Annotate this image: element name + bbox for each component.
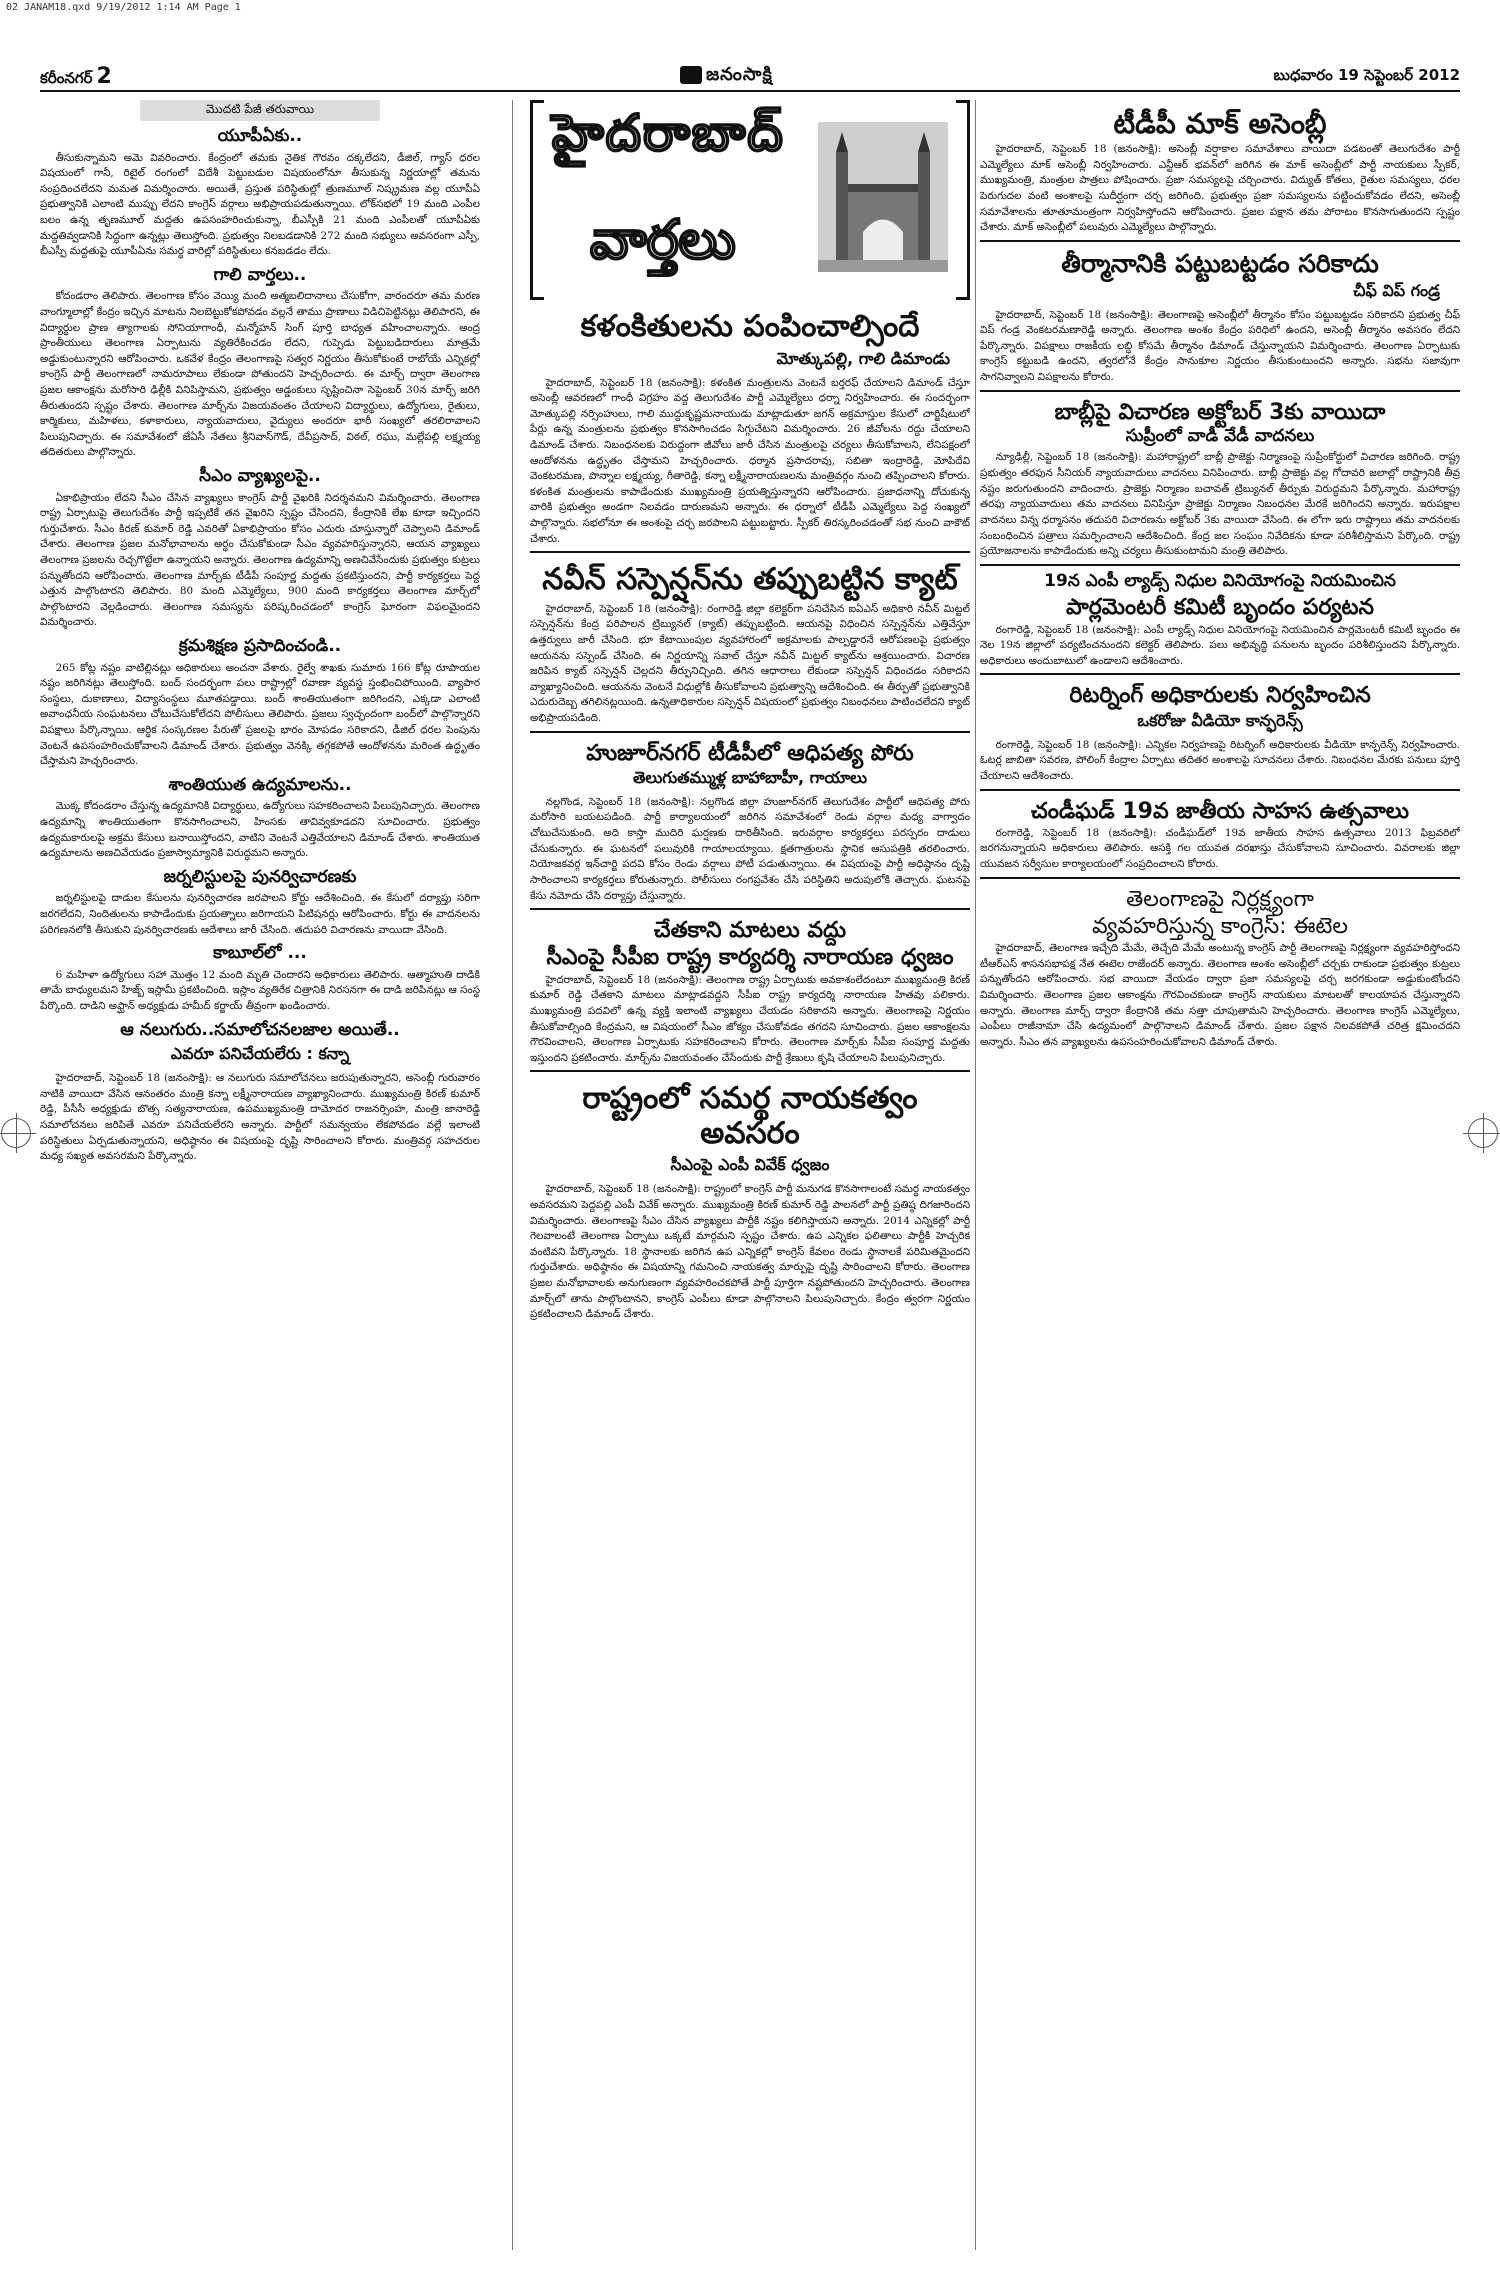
subheadline: సీఎంపై ఎంపీ వివేక్‌ ధ్వజం: [670, 1155, 830, 1175]
section-name: [40, 64, 112, 91]
masthead-title-line1: హైదరాబాద్: [552, 104, 785, 162]
article-body: హైదరాబాద్‌, సెప్టెంబర్‌ 18 (జనంసాక్షి): అసెంబ్లీ వర్షాకాల సమావేశాలు వాయిదా పడటంతో తెలుగుదేశం పార్టీ ఎమ్మెల్యేలు మాక్‌ అసెంబ్లీ నిర్వహించారు. ఎన్టీఆర్‌ భవన్‌లో జరిగిన ఈ మాక్‌ అసెంబ్లీలో పార్టీ నాయకులు స్పీకర్‌, ముఖ్యమంత్రి, మంత్రుల పాత్రలు పోషించారు. ప్రజా సమస్యలపై చర్చించారు. విద్యుత్‌ కోతలు, రైతుల సమస్యలు, ధరల పెరుగుదల వంటి అంశాలపై సుదీర్ఘంగా చర్చ జరిగింది. ప్రభుత్వం ప్రజా సమస్యలను పట్టించుకోవడం లేదని, అసెంబ్లీ సమావేశాలను తూతూమంత్రంగా నిర్వహిస్తోందని ఆరోపించారు. ప్రజల పక్షాన తమ పోరాటం కొనసాగుతుందని స్పష్టం చేశారు. మాక్‌ అసెంబ్లీలో పలువురు ఎమ్మెల్యేలు పాల్గొన్నారు.: [980, 143, 1460, 234]
article-body: జర్నలిస్టులపై దాడుల కేసులను పునర్విచారణ జరపాలని కోర్టు ఆదేశించింది. ఈ కేసులో దర్యాప్తు సరిగా జరగలేదని, నిందితులను కాపాడేందుకు ప్రయత్నాలు జరిగాయని పిటిషనర్లు ఆరోపించారు. కోర్టు ఈ వాదనలను పరిగణనలోకి తీసుకుని పునర్విచారణకు ఆదేశాలు జారీ చేసింది. తదుపరి విచారణను వాయిదా వేసింది.: [40, 892, 480, 936]
article-body: హైదరాబాద్‌, సెప్టెంబర్‌ 18 (జనంసాక్షి): రంగారెడ్డి జిల్లా కలెక్టర్‌గా పనిచేసిన ఐఏఎస్‌ అధికారి నవీన్‌ మిట్టల్‌ సస్పెన్షన్‌ను కేంద్ర పరిపాలన ట్రిబ్యునల్‌ (క్యాట్‌) తప్పుబట్టింది. ఆయనపై విధించిన సస్పెన్షన్‌ను ఎత్తివేస్తూ ఉత్తర్వులు జారీ చేసింది. భూ కేటాయింపుల వ్యవహారంలో అక్రమాలకు పాల్పడ్డారనే ఆరోపణలపై ప్రభుత్వం ఆయనను సస్పెండ్‌ చేసింది. ఈ నిర్ణయాన్ని సవాల్‌ చేస్తూ నవీన్‌ మిట్టల్‌ క్యాట్‌ను ఆశ్రయించారు. విచారణ జరిపిన క్యాట్‌ సస్పెన్షన్‌ చెల్లదని తీర్పునిచ్చింది. తగిన ఆధారాలు లేకుండా సస్పెన్షన్‌ విధించడం సరికాదని వ్యాఖ్యానించింది. ఆయనను వెంటనే విధుల్లోకి తీసుకోవాలని ప్రభుత్వాన్ని ఆదేశించింది. ఈ తీర్పుతో ప్రభుత్వానికి ఎదురుదెబ్బ తగిలినట్లయింది. ఉన్నతాధికారుల సస్పెన్షన్‌ విషయంలో ప్రభుత్వం నిబంధనలు పాటించలేదని క్యాట్‌ అభిప్రాయపడింది.: [530, 602, 970, 724]
headline: టీడీపీ మాక్‌ అసెంబ్లీ: [1113, 107, 1327, 140]
headline: యూపీఏకు..: [217, 126, 303, 146]
headline: శాంతియుత ఉద్యమాలను..: [168, 774, 352, 795]
headline: చండీఘడ్‌ 19వ జాతీయ సాహస ఉత్సవాలు: [1030, 798, 1409, 824]
paper-logo-icon: [680, 66, 702, 84]
subheadline: ఒకరోజు వీడియో కాన్ఫరెన్స్‌: [1137, 710, 1303, 730]
continuation-label: మొదటి పేజీ తరువాయి: [140, 100, 380, 121]
article-body: నల్లగొండ, సెప్టెంబర్‌ 18 (జనంసాక్షి): నల్లగొండ జిల్లా హుజూర్‌నగర్‌ తెలుగుదేశం పార్టీలో ఆధిపత్య పోరు మరోసారి బయటపడింది. పార్టీ కార్యాలయంలో జరిగిన సమావేశంలో రెండు వర్గాల మధ్య వాగ్వాదం చోటుచేసుకుంది. అది కాస్తా ముదిరి ఘర్షణకు దారితీసింది. ఇరువర్గాల కార్యకర్తలు పరస్పరం దాడులు చేసుకున్నారు. ఈ ఘటనలో పలువురికి గాయాలయ్యాయి. క్షతగాత్రులను స్థానిక ఆసుపత్రికి తరలించారు. నియోజకవర్గ ఇన్‌చార్జి పదవి కోసం రెండు వర్గాలు పోటీ పడుతున్నాయి. ఈ విషయంపై పార్టీ అధిష్ఠానం దృష్టి సారించాలని కార్యకర్తలు కోరుతున్నారు. పోలీసులు రంగప్రవేశం చేసి పరిస్థితిని అదుపులోకి తెచ్చారు. ఘటనపై కేసు నమోదు చేసి దర్యాప్తు చేస్తున్నారు.: [530, 795, 970, 902]
headline: కళంకితులను పంపించాల్సిందే: [580, 309, 920, 344]
print-slug: 02 JANAM18.qxd 9/19/2012 1:14 AM Page 1: [6, 2, 241, 13]
article-body: 6 మహిళా ఉద్యోగులు సహా మొత్తం 12 మంది మృతి చెందారని అధికారులు తెలిపారు. ఆత్మాహుతి దాడికి తామే బాధ్యులమని హిజ్బ్‌ ఇస్లామీ ప్రకటించింది. ఇస్లాం వ్యతిరేక చిత్రానికి నిరసనగా ఈ దాడి జరిపినట్లు ఆ సంస్థ పేర్కొంది. దాడిని అఫ్ఘాన్‌ అధ్యక్షుడు హమీద్‌ కర్జాయ్‌ తీవ్రంగా ఖండించారు.: [40, 968, 480, 1013]
subheadline: ఎవరూ పనిచేయలేరు : కన్నా: [170, 1044, 350, 1064]
article-body: 265 కోట్ల నష్టం వాటిల్లినట్లు అధికారులు అంచనా వేశారు. రైల్వే శాఖకు సుమారు 166 కోట్ల రూపాయల నష్టం జరిగినట్లు తెలుస్తోంది. బంద్‌ సందర్భంగా పలు రాష్ట్రాల్లో రవాణా వ్యవస్థ స్తంభించిపోయింది. వ్యాపార సంస్థలు, దుకాణాలు, విద్యాసంస్థలు మూతపడ్డాయి. బంద్‌ శాంతియుతంగా జరిగిందని, ఎక్కడా ఎలాంటి అవాంఛనీయ సంఘటనలు చోటుచేసుకోలేదని పోలీసులు తెలిపారు. ప్రజలు స్వచ్ఛందంగా బంద్‌లో పాల్గొన్నారని విపక్షాలు పేర్కొన్నాయి. ఆర్థిక సంస్కరణల పేరుతో ప్రజలపై భారం మోపడం సరికాదని, డీజిల్‌ ధరల పెంపును వెంటనే ఉపసంహరించుకోవాలని డిమాండ్‌ చేశారు. ప్రభుత్వం వెనక్కి తగ్గకపోతే ఆందోళనను మరింత ఉద్ధృతం చేస్తామని హెచ్చరించారు.: [40, 661, 480, 768]
page-header: [40, 64, 1460, 92]
column-1: [40, 100, 480, 1169]
headline: పార్లమెంటరీ కమిటీ బృందం పర్యటన: [1066, 595, 1374, 621]
charminar-icon: [818, 122, 948, 272]
subheadline: మోత్కుపల్లి, గాలి డిమాండు: [776, 348, 950, 368]
headline: కాబూల్‌లో ...: [213, 943, 307, 964]
masthead-bracket-left: [530, 100, 544, 300]
article-body: ఏకాభిప్రాయం లేదని సీఎం చేసిన వ్యాఖ్యలు కాంగ్రెస్‌ పార్టీ వైఖరికి నిదర్శనమని విమర్శించారు. తెలంగాణ రాష్ట్ర ఏర్పాటుపై తెలుగుదేశం పార్టీ ఇప్పటికే తన వైఖరిని స్పష్టం చేసిందని, కేంద్రానికి లేఖ కూడా ఇచ్చిందని గుర్తుచేశారు. సీఎం కిరణ్‌ కుమార్‌ రెడ్డి ఎవరితో ఏకాభిప్రాయం కోసం ఎదురు చూస్తున్నారో చెప్పాలని డిమాండ్‌ చేశారు. తెలంగాణ ప్రజల మనోభావాలను అర్థం చేసుకోకుండా సీఎం వ్యవహరిస్తున్నారని, ఆయన వ్యాఖ్యలు తెలంగాణ ప్రజలను రెచ్చగొట్టేలా ఉన్నాయని అన్నారు. తెలంగాణ ఉద్యమాన్ని అణచివేసేందుకు ప్రభుత్వం కుట్రలు పన్నుతోందని ఆరోపించారు. తెలంగాణ మార్చ్‌కు టీడీపీ సంపూర్ణ మద్దతు ప్రకటిస్తుందని, పార్టీ కార్యకర్తలు పెద్ద ఎత్తున పాల్గొంటారని తెలిపారు. 80 మంది ఎమ్మెల్యేలు, 900 మంది కార్యకర్తలు తెలంగాణ మార్చ్‌లో పాల్గొంటారని వెల్లడించారు. తెలంగాణ సమస్యను పరిష్కరించడంలో కాంగ్రెస్‌ ఘోరంగా విఫలమైందని విమర్శించారు.: [40, 491, 480, 629]
article-body: కోదండరాం తెలిపారు. తెలంగాణ కోసం వెయ్యి మంది అత్మబలిదానాలు చేసుకోగా, వారందరూ తమ మరణ వాంగ్మూలాల్లో కేంద్రం ఇచ్చిన మాటను నిలబెట్టుకోకపోవడం వల్లనే తాము ప్రాణాలు విడిచిపెట్టినట్లు తెలిపారని, ఈ విద్యార్థుల ప్రాణ త్యాగాలకు సోనియాగాంధీ, మన్మోహన్‌ సింగ్‌ పూర్తి బాధ్యత వహించాలన్నారు. అంద్ర ప్రాంతీయులు తెలంగాణ ఏర్పాటును వ్యతిరేకించడం లేదని, గుప్పెడు పెట్టుబడిదారులు మాత్రమే అడ్డుకుంటున్నారని ఆరోపించారు. ఒకవేళ కేంద్రం తెలంగాణపై సత్వర నిర్ణయం తీసుకోకుంటే రాబోయే ఎన్నికల్లో కాంగ్రెస్‌ పార్టీ తెలంగాణలో నామరూపాలు లేకుండా పోతుందని హెచ్చరించారు. ఈ మార్చ్‌ ద్వారా తెలంగాణ ప్రజల ఆకాంక్షను మరోసారి ఢిల్లీకి వినిపిస్తామని, ప్రభుత్వం అడ్డంకులు సృష్టించినా సెప్టెంబర్‌ 30న మార్చ్‌ జరిగి తీరుతుందని స్పష్టం చేశారు. తెలంగాణ మార్చ్‌ను విజయవంతం చేయాలని విద్యార్థులు, ఉద్యోగులు, రైతులు, కార్మికులు, మహిళలు, కళాకారులు, న్యాయవాదులు, వైద్యులు అందరూ భారీ సంఖ్యలో తరలిరావాలని పిలుపునిచ్చారు. ఈ సమావేశంలో జేఏసీ నేతలు శ్రీనివాస్‌గౌడ్‌, దేవీప్రసాద్‌, విఠల్‌, రఘు, మల్లేపల్లి లక్ష్మయ్య తదితరులు పాల్గొన్నారు.: [40, 290, 480, 459]
article-body: రంగారెడ్డి, సెప్టెంబర్‌ 18 (జనంసాక్షి): ఎన్నికల నిర్వహణపై రిటర్నింగ్‌ అధికారులకు వీడియో కాన్ఫరెన్స్‌ నిర్వహించారు. ఓటర్ల జాబితా సవరణ, పోలింగ్‌ కేంద్రాల ఏర్పాటు తదితర అంశాలపై సూచనలు చేశారు. నిబంధనల మేరకు పనులు పూర్తి చేయాలని ఆదేశించారు.: [980, 738, 1460, 782]
article-body: మొక్క కోదండరాం చేస్తున్న ఉద్యమానికి విద్యార్థులు, ఉద్యోగులు సహకరించాలని పిలుపునిచ్చారు. తెలంగాణ ఉద్యమాన్ని శాంతియుతంగా కొనసాగించాలని, హింసకు తావివ్వకూడదని సూచించారు. ప్రభుత్వం ఉద్యమకారులపై అక్రమ కేసులు బనాయిస్తోందని, వాటిని వెంటనే ఎత్తివేయాలని డిమాండ్‌ చేశారు. శాంతియుత ఉద్యమాలను అణచివేయడం ప్రజాస్వామ్యానికి విరుద్ధమని అన్నారు.: [40, 800, 480, 860]
column-divider-2: [975, 100, 976, 2250]
column-2: [530, 100, 970, 1327]
headline: సుప్రీంలో వాడీ వేడీ వాదనలు: [1125, 425, 1315, 446]
headline: చేతకాని మాటలు వద్దు: [653, 918, 847, 944]
column-3: [980, 100, 1460, 1055]
registration-mark-left: [1, 1118, 31, 1148]
article-body: హైదరాబాద్‌, సెప్టెంబర్‌ 18 (జనంసాక్షి): రాష్ట్రంలో కాంగ్రెస్‌ పార్టీ మనుగడ కొనసాగాలంటే సమర్థ నాయకత్వం అవసరమని పెద్దపల్లి ఎంపీ వివేక్‌ అన్నారు. ముఖ్యమంత్రి కిరణ్‌ కుమార్‌ రెడ్డి పాలనలో పార్టీ ప్రతిష్ఠ దిగజారిందని విమర్శించారు. తెలంగాణపై సీఎం చేసిన వ్యాఖ్యలు పార్టీకి నష్టం కలిగిస్తాయని అన్నారు. 2014 ఎన్నికల్లో పార్టీ గెలవాలంటే తెలంగాణ ఏర్పాటు ఒక్కటే మార్గమని స్పష్టం చేశారు. ఉప ఎన్నికల ఫలితాలు పార్టీకి హెచ్చరిక వంటివని పేర్కొన్నారు. 18 స్థానాలకు జరిగిన ఉప ఎన్నికల్లో కాంగ్రెస్‌ కేవలం రెండు స్థానాలకే పరిమితమైందని గుర్తుచేశారు. అధిష్ఠానం ఈ విషయాన్ని గమనించి నాయకత్వ మార్పుపై దృష్టి సారించాలని కోరారు. తెలంగాణ ప్రజల మనోభావాలకు అనుగుణంగా వ్యవహరించకపోతే పార్టీ పూర్తిగా నష్టపోతుందని హెచ్చరించారు. తెలంగాణ మార్చ్‌లో తాను పాల్గొంటానని, కాంగ్రెస్‌ ఎంపీలు కూడా పాల్గొనాలని పిలుపునిచ్చారు. కేంద్రం త్వరగా నిర్ణయం ప్రకటించాలని డిమాండ్‌ చేశారు.: [530, 1183, 970, 1321]
article-body: హైదరాబాద్‌, సెప్టెంబర్‌ 18 (జనంసాక్షి): తెలంగాణ రాష్ట్ర ఏర్పాటుకు అవకాశంలేదంటూ ముఖ్యమంత్రి కిరణ్‌ కుమార్‌ రెడ్డి చేతకాని మాటలు మాట్లాడవద్దని సీపీఐ రాష్ట్ర కార్యదర్శి నారాయణ హితవు పలికారు. ముఖ్యమంత్రి పదవిలో ఉన్న వ్యక్తి ఇలాంటి వ్యాఖ్యలు చేయడం సరికాదని అన్నారు. తెలంగాణపై నిర్ణయం తీసుకోవాల్సింది కేంద్రమని, ఆ విషయంలో సీఎం జోక్యం చేసుకోవడం తగదని సూచించారు. ప్రజల ఆకాంక్షలను గౌరవించాలని, తెలంగాణ ఏర్పాటుకు సహకరించాలని కోరారు. తెలంగాణ మార్చ్‌కు సీపీఐ సంపూర్ణ మద్దతు ఇస్తుందని ప్రకటించారు. మార్చ్‌ను విజయవంతం చేసేందుకు పార్టీ శ్రేణులు కృషి చేయాలని పిలుపునిచ్చారు.: [530, 973, 970, 1064]
article-body: హైదరాబాద్‌, సెప్టెంబర్‌ 18 (జనంసాక్షి): తెలంగాణపై అసెంబ్లీలో తీర్మానం కోసం పట్టుబట్టడం సరికాదని ప్రభుత్వ చీఫ్‌ విప్‌ గండ్ర వెంకటరమణారెడ్డి అన్నారు. తెలంగాణ అంశం కేంద్రం పరిధిలో ఉందని, అసెంబ్లీ తీర్మానం అవసరం లేదని పేర్కొన్నారు. విపక్షాలు రాజకీయ లబ్ధి కోసమే తీర్మానం డిమాండ్‌ చేస్తున్నాయని విమర్శించారు. తెలంగాణ ఏర్పాటుకు కాంగ్రెస్‌ కట్టుబడి ఉందని, త్వరలోనే కేంద్రం సానుకూల నిర్ణయం తీసుకుంటుందని అన్నారు. సభను సజావుగా సాగనివ్వాలని విపక్షాలను కోరారు.: [980, 308, 1460, 384]
headline: క్రమశిక్షణ ప్రసాదించండి..: [178, 636, 342, 657]
column-divider-1: [512, 100, 513, 2250]
headline: సీఎంపై సీపీఐ రాష్ట్ర కార్యదర్శి నారాయణ ధ్వజం: [546, 945, 954, 971]
registration-mark-right: [1468, 1118, 1498, 1148]
headline: ఆ నలుగురు..సమాలోచనలజాల అయితే..: [120, 1019, 400, 1040]
masthead-title-line2: వార్తలు: [590, 208, 736, 271]
headline: సీఎం వ్యాఖ్యలపై..: [199, 466, 321, 487]
article-body: హైదరాబాద్‌, సెప్టెంబర్‌ 18 (జనంసాక్షి): కళంకిత మంత్రులను వెంటనే బర్తరఫ్‌ చేయాలని డిమాండ్‌ చేస్తూ అసెంబ్లీ ఆవరణలో గాంధీ విగ్రహం వద్ద తెలుగుదేశం పార్టీ ఎమ్మెల్యేలు ధర్నా నిర్వహించారు. ఈ సందర్భంగా మోత్కుపల్లి నర్సింహులు, గాలి ముద్దుకృష్ణమనాయుడు మాట్లాడుతూ జగన్‌ అక్రమాస్తుల కేసులో చార్జిషీటులో పేర్లు ఉన్న మంత్రులను ప్రభుత్వం కొనసాగించడం సిగ్గుచేటని విమర్శించారు. 26 జీవోలను రద్దు చేయాలని డిమాండ్‌ చేశారు. నిబంధనలకు విరుద్ధంగా జీవోలు జారీ చేసిన మంత్రులపై చర్యలు తీసుకోవాలని, లేనిపక్షంలో ఆందోళనను ఉద్ధృతం చేస్తామని హెచ్చరించారు. ధర్మాన ప్రసాదరావు, సబితా ఇంద్రారెడ్డి, మోపిదేవి వెంకటరమణ, పొన్నాల లక్ష్మయ్య, గీతారెడ్డి, కన్నా లక్ష్మీనారాయణలను మంత్రివర్గం నుంచి తప్పించాలని కోరారు. కళంకిత మంత్రులను కాపాడేందుకు ముఖ్యమంత్రి ప్రయత్నిస్తున్నారని ఆరోపించారు. ప్రజాధనాన్ని దోచుకున్న వారికి ప్రభుత్వం అండగా నిలవడం దారుణమని అన్నారు. ఈ ధర్నాలో టీడీపీ ఎమ్మెల్యేలు పెద్ద సంఖ్యలో పాల్గొన్నారు. సభలోనూ ఈ అంశంపై చర్చ జరపాలని పట్టుబట్టారు. స్పీకర్‌ తిరస్కరించడంతో సభ నుంచి వాకౌట్‌ చేశారు.: [530, 376, 970, 545]
headline: వ్యవహరిస్తున్న కాంగ్రెస్‌: ఈటెల: [1091, 913, 1349, 939]
headline: తీర్మానానికి పట్టుబట్టడం సరికాదు: [1061, 248, 1379, 278]
article-body: హైదరాబాద్‌, తెలంగాణ ఇచ్చేది మేమే, తెచ్చేది మేమే అంటున్న కాంగ్రెస్‌ పార్టీ తెలంగాణపై నిర్లక్ష్యంగా వ్యవహరిస్తోందని టీఆర్‌ఎస్‌ శాసనసభాపక్ష నేత ఈటెల రాజేందర్‌ అన్నారు. తెలంగాణ అంశం అసెంబ్లీలో చర్చకు రాకుండా ప్రభుత్వం కుట్రలు పన్నుతోందని ఆరోపించారు. సభ వాయిదా వేయడం ద్వారా ప్రజా సమస్యలపై చర్చ జరగకుండా అడ్డుకుంటోందని విమర్శించారు. తెలంగాణ ప్రజల ఆకాంక్షను గౌరవించకుండా కాంగ్రెస్‌ నాయకులు మాటలతో కాలయాపన చేస్తున్నారని అన్నారు. తెలంగాణ మార్చ్‌ ద్వారా కేంద్రానికి తమ సత్తా చూపుతామని హెచ్చరించారు. తెలంగాణ కాంగ్రెస్‌ ఎమ్మెల్యేలు, ఎంపీలు రాజీనామా చేసి ఉద్యమంలో పాల్గొనాలని డిమాండ్‌ చేశారు. ప్రజల పక్షాన నిలవకపోతే చరిత్ర క్షమించదని అన్నారు. సీఎం తన వ్యాఖ్యలను ఉపసంహరించుకోవాలని డిమాండ్‌ చేశారు.: [980, 942, 1460, 1048]
article-body: రంగారెడ్డి, సెప్టెంబర్‌ 18 (జనంసాక్షి): ఎంపీ ల్యాడ్స్‌ నిధుల వినియోగంపై నియమించిన పార్లమెంటరీ కమిటీ బృందం ఈ నెల 19న జిల్లాలో పర్యటించనుందని కలెక్టర్‌ తెలిపారు. పలు అభివృద్ధి పనులను బృందం పరిశీలిస్తుందని పేర్కొన్నారు. అధికారులు అందుబాటులో ఉండాలని ఆదేశించారు.: [980, 623, 1460, 667]
headline: జర్నలిస్టులపై పునర్విచారణకు: [163, 866, 357, 887]
section-label: కరీంనగర్: [40, 69, 93, 87]
issue-date: బుధవారం 19 సెప్టెంబర్ 2012: [1273, 66, 1460, 84]
headline: నవీన్‌ సస్పెన్షన్‌ను తప్పుబట్టిన క్యాట్‌: [542, 562, 958, 598]
hyderabad-news-masthead: [530, 100, 970, 300]
headline: బాబ్లీపై విచారణ అక్టోబర్‌ 3కు వాయిదా: [1054, 399, 1386, 425]
headline: తెలంగాణపై నిర్లక్ష్యంగా: [1126, 886, 1314, 912]
paper-title: జనంసాక్షి: [706, 64, 773, 85]
article-body: హైదరాబాద్‌, సెప్టెంబర్‌ 18 (జనంసాక్షి): ఆ నలుగురు సమాలోచనలు జరుపుతున్నారని, అసెంబ్లీ గురువారం నాటికి వాయిదా వేసిన ఆనంతరం మంత్రి కన్నా లక్ష్మీనారాయణ వ్యాఖ్యానించారు. ముఖ్యమంత్రి కిరణ్‌ కుమార్‌ రెడ్డి, పీసీసీ అధ్యక్షుడు బొత్స సత్యనారాయణ, ఉపముఖ్యమంత్రి దామోదర రాజనర్సింహ, మంత్రి జానారెడ్డి సమాలోచనలు జరిపితే ఎవరూ పనిచేయలేరని అన్నారు. పార్టీలో సమన్వయం లేకపోవడం వల్లే ఇలాంటి పరిస్థితులు ఏర్పడుతున్నాయని, అధిష్ఠానం ఈ విషయంపై దృష్టి సారించాలని కోరారు. మంత్రివర్గ సహచరుల మధ్య సఖ్యత అవసరమని పేర్కొన్నారు.: [40, 1072, 480, 1163]
headline: రిటర్నింగ్‌ అధికారులకు నిర్వహించిన: [1069, 683, 1371, 709]
page-number: 2: [96, 64, 112, 89]
masthead-bracket-right: [956, 100, 970, 300]
subheadline: తెలుగుతమ్ముళ్ల బాహాబాహీ, గాయాలు: [632, 767, 868, 787]
paper-name: [680, 64, 773, 89]
headline: రాష్ట్రంలో సమర్థ నాయకత్వం అవసరం: [582, 1081, 918, 1151]
headline: 19న ఎంపీ ల్యాడ్స్‌ నిధుల వినియోగంపై నియమించిన: [1044, 570, 1396, 591]
headline: గాలి వార్తలు..: [213, 264, 307, 285]
article-body: తీసుకున్నామని అమె వివరించారు. కేంద్రంలో తమకు నైతిక గౌరవం దక్కలేదని, డీజిల్, గ్యాస్ ధరల విషయంలో గానీ, రిటైల్ రంగంలో విదేశీ పెట్టుబడుల విషయంలోనూ తీసుకున్న నిర్ణయాల్లో తమను సంప్రదించలేదని మమత విమర్శించారు. అయితే, ప్రస్తుత పరిస్థితుల్లో త్రుణమూల్‌ నిష్క్రమణ వల్ల యూపీఏ ప్రభుత్వానికి ఎలాంటి ముప్పు లేదని కాంగ్రెస్‌ వర్గాలు అభిప్రాయపడుతున్నాయి. లోక్‌సభలో 19 మంది ఎంపీల బలం ఉన్న తృణమూల్‌ మద్దతు ఉపసంహరించుకున్నా, బీఎస్పీకి 21 మంది ఎంపీలతో యూపీఏకు మద్దతివ్వడానికి సిద్ధంగా ఉన్నట్లు తెలుస్తోంది. ప్రభుత్వం నిలబడడానికి 272 మంది సభ్యులు అవసరంగా ఎస్పీ, బీఎస్పీ మద్దతుపై యూపీఏను సమర్థ వారిల్లో పరిస్థితులు కనబడడం లేదు.: [40, 151, 480, 258]
article-body: రంగారెడ్డి, సెప్టెంబర్‌ 18 (జనంసాక్షి): చండీఘడ్‌లో 19వ జాతీయ సాహస ఉత్సవాలు 2013 ఫిబ్రవరిలో జరగనున్నాయని అధికారులు తెలిపారు. ఆసక్తి గల యువత దరఖాస్తు చేసుకోవాలని సూచించారు. వివరాలకు జిల్లా యువజన సర్వీసుల కార్యాలయంలో సంప్రదించాలని కోరారు.: [980, 826, 1460, 871]
subheadline: చీఫ్‌ విప్‌ గండ్ర: [1353, 280, 1440, 300]
headline: హుజూర్‌నగర్‌ టీడీపీలో ఆధిపత్య పోరు: [586, 740, 914, 766]
article-body: న్యూఢిల్లీ, సెప్టెంబర్‌ 18 (జనంసాక్షి): మహారాష్ట్రలో బాబ్లీ ప్రాజెక్టు నిర్మాణంపై సుప్రీంకోర్టులో విచారణ జరిగింది. రాష్ట్ర ప్రభుత్వం తరఫున సీనియర్‌ న్యాయవాదులు వాదనలు వినిపించారు. బాబ్లీ ప్రాజెక్టు వల్ల గోదావరి జలాల్లో రాష్ట్రానికి తీవ్ర నష్టం జరుగుతుందని వాదించారు. ప్రాజెక్టు నిర్మాణం బచావత్‌ ట్రిబ్యునల్‌ తీర్పుకు విరుద్ధమని పేర్కొన్నారు. మహారాష్ట్ర తరఫు న్యాయవాదులు తమ వాదనలు వినిపిస్తూ ప్రాజెక్టు నిర్మాణం నిబంధనల మేరకే జరిగిందని అన్నారు. ఇరుపక్షాల వాదనలు విన్న ధర్మాసనం తదుపరి విచారణను అక్టోబర్‌ 3కు వాయిదా వేసింది. ఈ లోగా ఇరు రాష్ట్రాలు తమ వాదనలకు సంబంధించిన పత్రాలు సమర్పించాలని ఆదేశించింది. కేంద్ర జల సంఘం నివేదికను కూడా పరిశీలిస్తామని పేర్కొంది. రాష్ట్ర ప్రయోజనాలను కాపాడేందుకు అన్ని చర్యలు తీసుకుంటామని మంత్రి తెలిపారు.: [980, 451, 1460, 558]
